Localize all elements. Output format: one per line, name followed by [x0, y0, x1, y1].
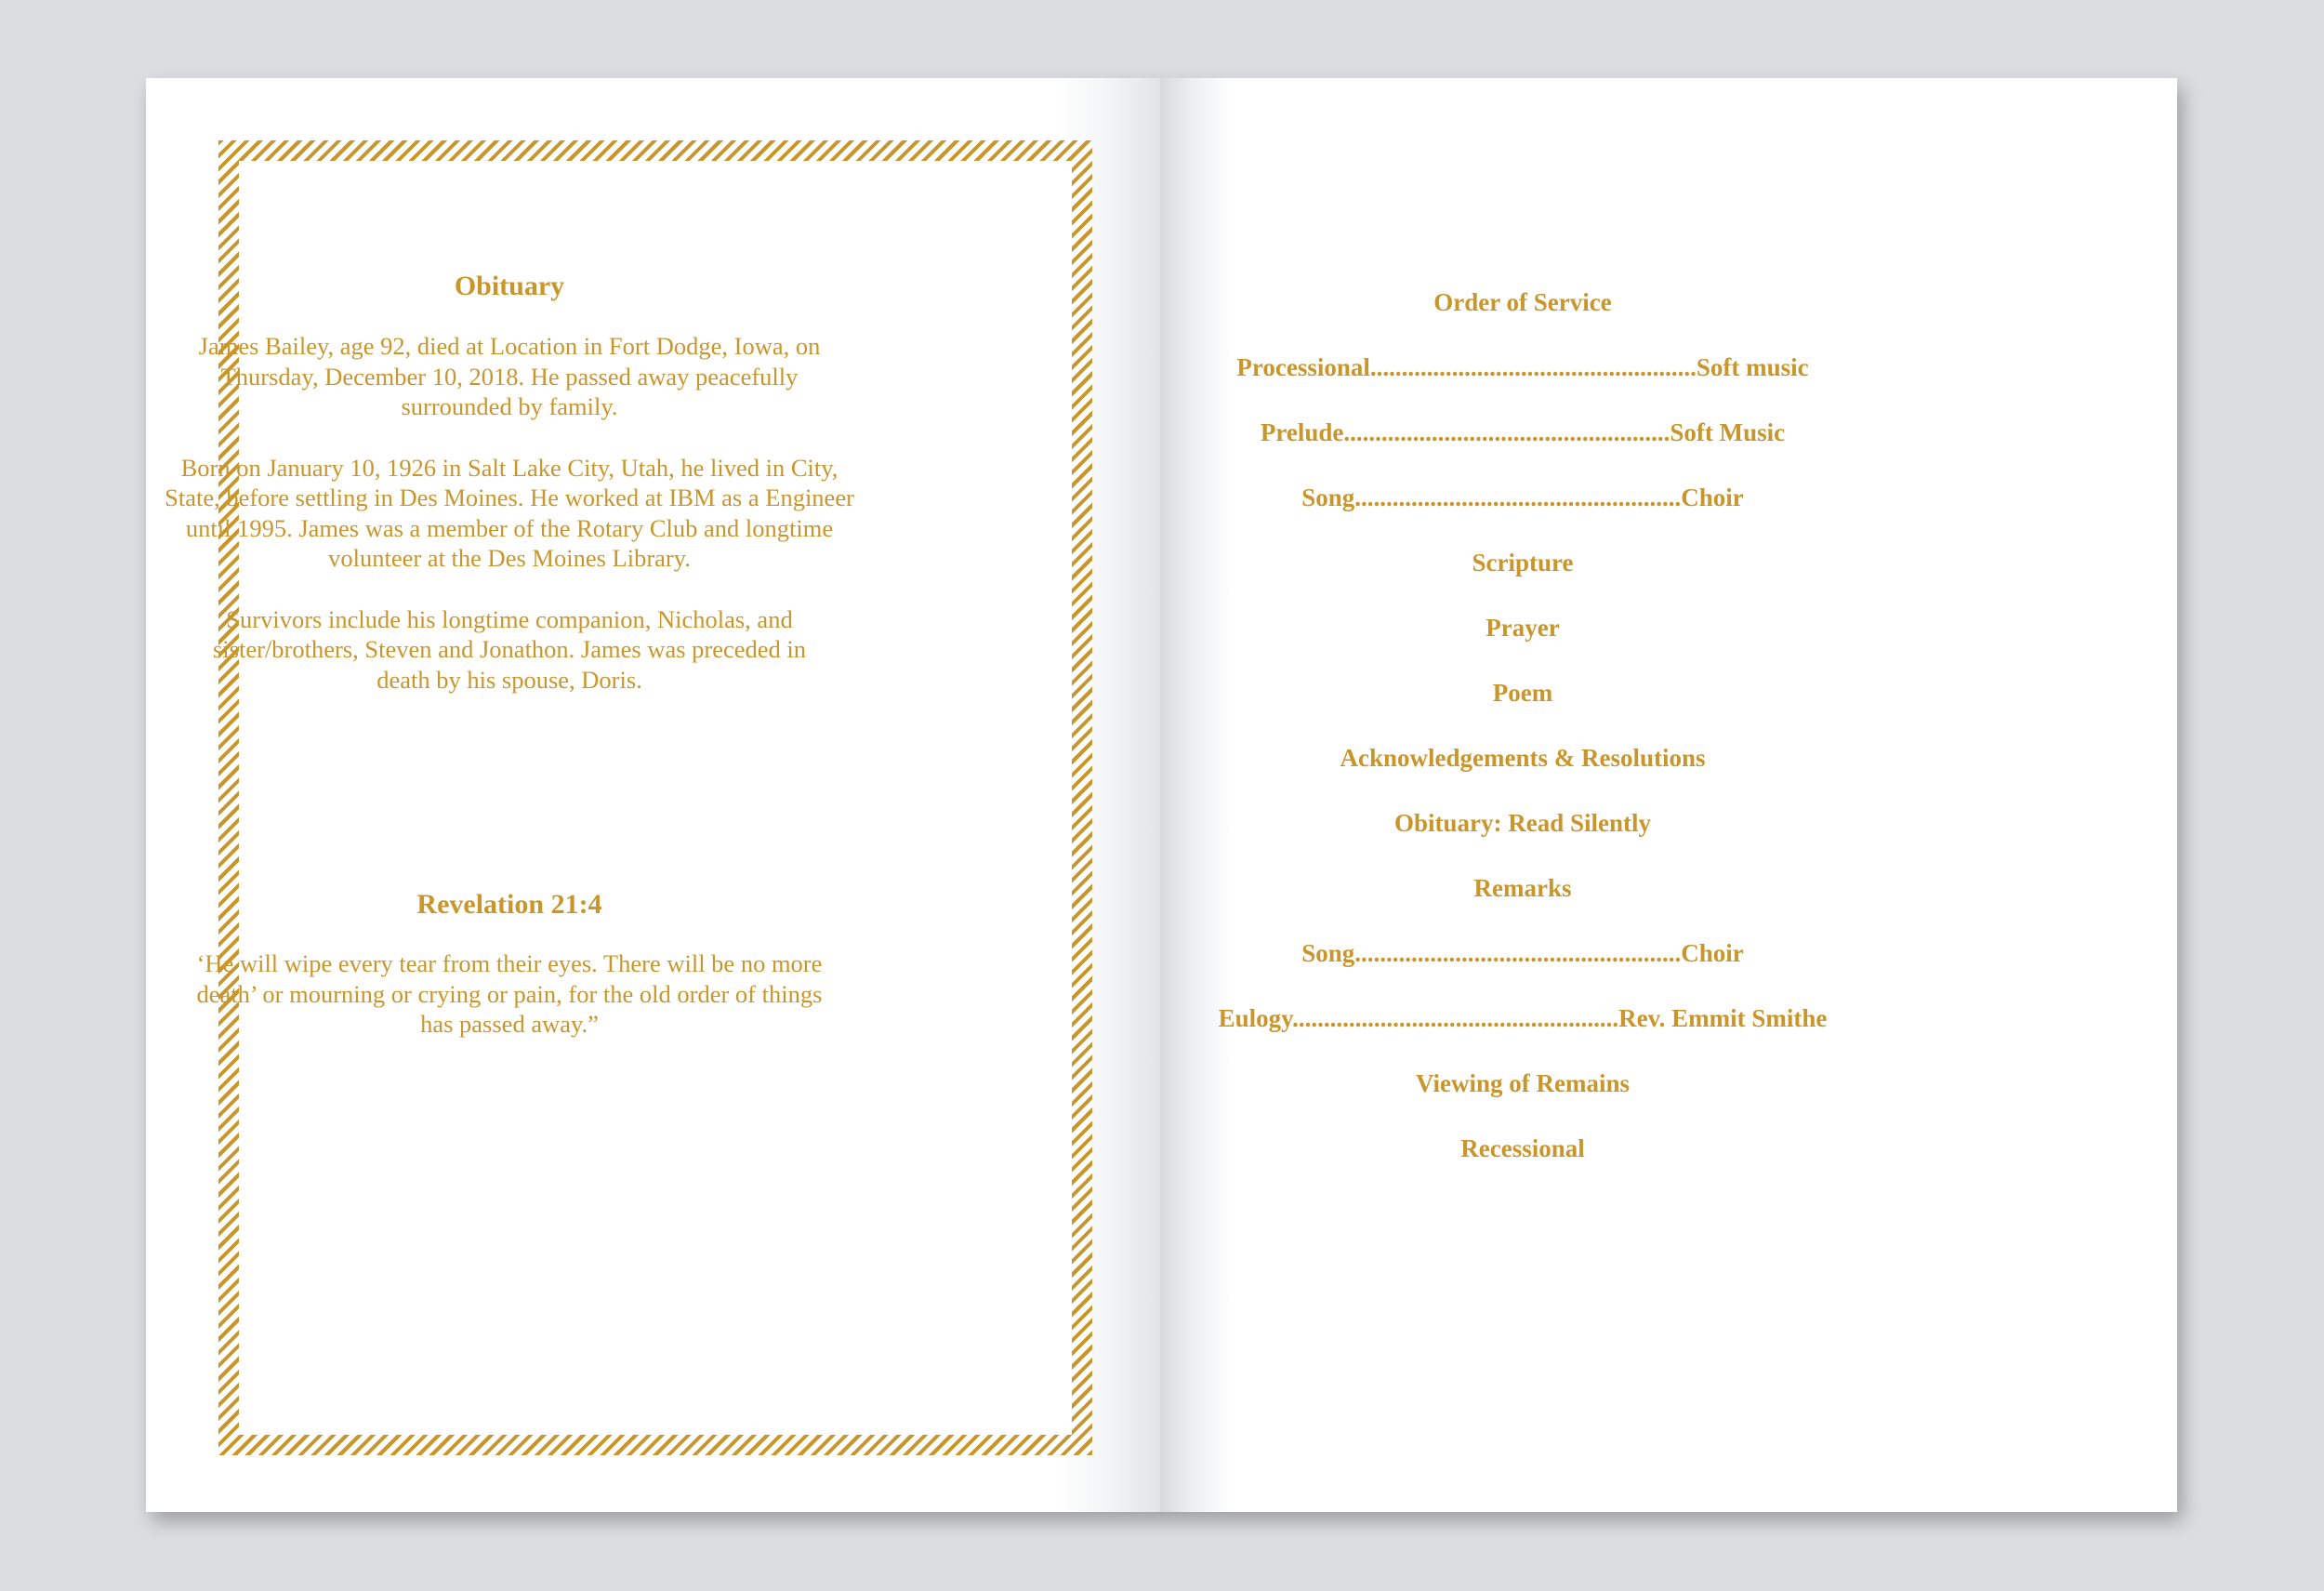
obituary-line: death by his spouse, Doris. — [376, 665, 642, 694]
scripture-line: death’ or mourning or crying or pain, for the old order of things — [196, 979, 823, 1008]
service-item-song-2: Song....................................................Choir — [1301, 939, 1744, 967]
obituary-line: volunteer at the Des Moines Library. — [328, 544, 691, 572]
service-item-remarks: Remarks — [1473, 874, 1572, 902]
obituary-line: James Bailey, age 92, died at Location in Fort Dodge, Iowa, on — [198, 332, 821, 360]
obituary-paragraph-1 — [132, 331, 887, 422]
obituary-line: State, before settling in Des Moines. He worked at IBM as a Engineer — [165, 484, 854, 511]
order-of-service-title: Order of Service — [1433, 288, 1612, 316]
service-item-acknowledgements: Acknowledgements & Resolutions — [1340, 744, 1706, 772]
service-item-obituary-reading: Obituary: Read Silently — [1393, 809, 1651, 837]
obituary-line: Born on January 10, 1926 in Salt Lake City, Utah, he lived in City, — [180, 453, 838, 482]
service-item-eulogy: Eulogy....................................................Rev. Emmit Smithe — [1218, 1004, 1828, 1032]
scripture-section — [132, 888, 887, 1040]
service-item-poem: Poem — [1492, 679, 1553, 707]
service-item-prayer: Prayer — [1486, 614, 1560, 642]
service-item-song: Song....................................................Choir — [1301, 484, 1744, 511]
scripture-line: ‘He will wipe every tear from their eyes. There will be no more — [196, 949, 823, 977]
obituary-section — [132, 270, 887, 695]
obituary-title: Obituary — [454, 271, 565, 301]
scripture-line: has passed away.” — [420, 1010, 599, 1038]
obituary-paragraph-3 — [132, 604, 887, 696]
scripture-title: Revelation 21:4 — [416, 889, 602, 920]
obituary-line: Thursday, December 10, 2018. He passed away peacefully — [220, 362, 799, 391]
service-item-prelude: Prelude....................................................Soft Music — [1260, 418, 1786, 446]
service-item-scripture: Scripture — [1472, 549, 1574, 577]
service-item-recessional: Recessional — [1460, 1134, 1585, 1162]
obituary-line: sister/brothers, Steven and Jonathon. James was preceded in — [212, 635, 807, 663]
service-item-viewing: Viewing of Remains — [1416, 1069, 1630, 1097]
obituary-line: surrounded by family. — [401, 392, 618, 420]
service-item-processional: Processional....................................................Soft music — [1236, 353, 1809, 381]
scripture-quote — [132, 948, 887, 1040]
obituary-paragraph-2 — [132, 453, 887, 574]
obituary-line: until 1995. James was a member of the Rotary Club and longtime — [185, 513, 834, 542]
obituary-line: Survivors include his longtime companion, Nicholas, and — [226, 604, 793, 633]
order-of-service — [1014, 288, 2031, 1200]
